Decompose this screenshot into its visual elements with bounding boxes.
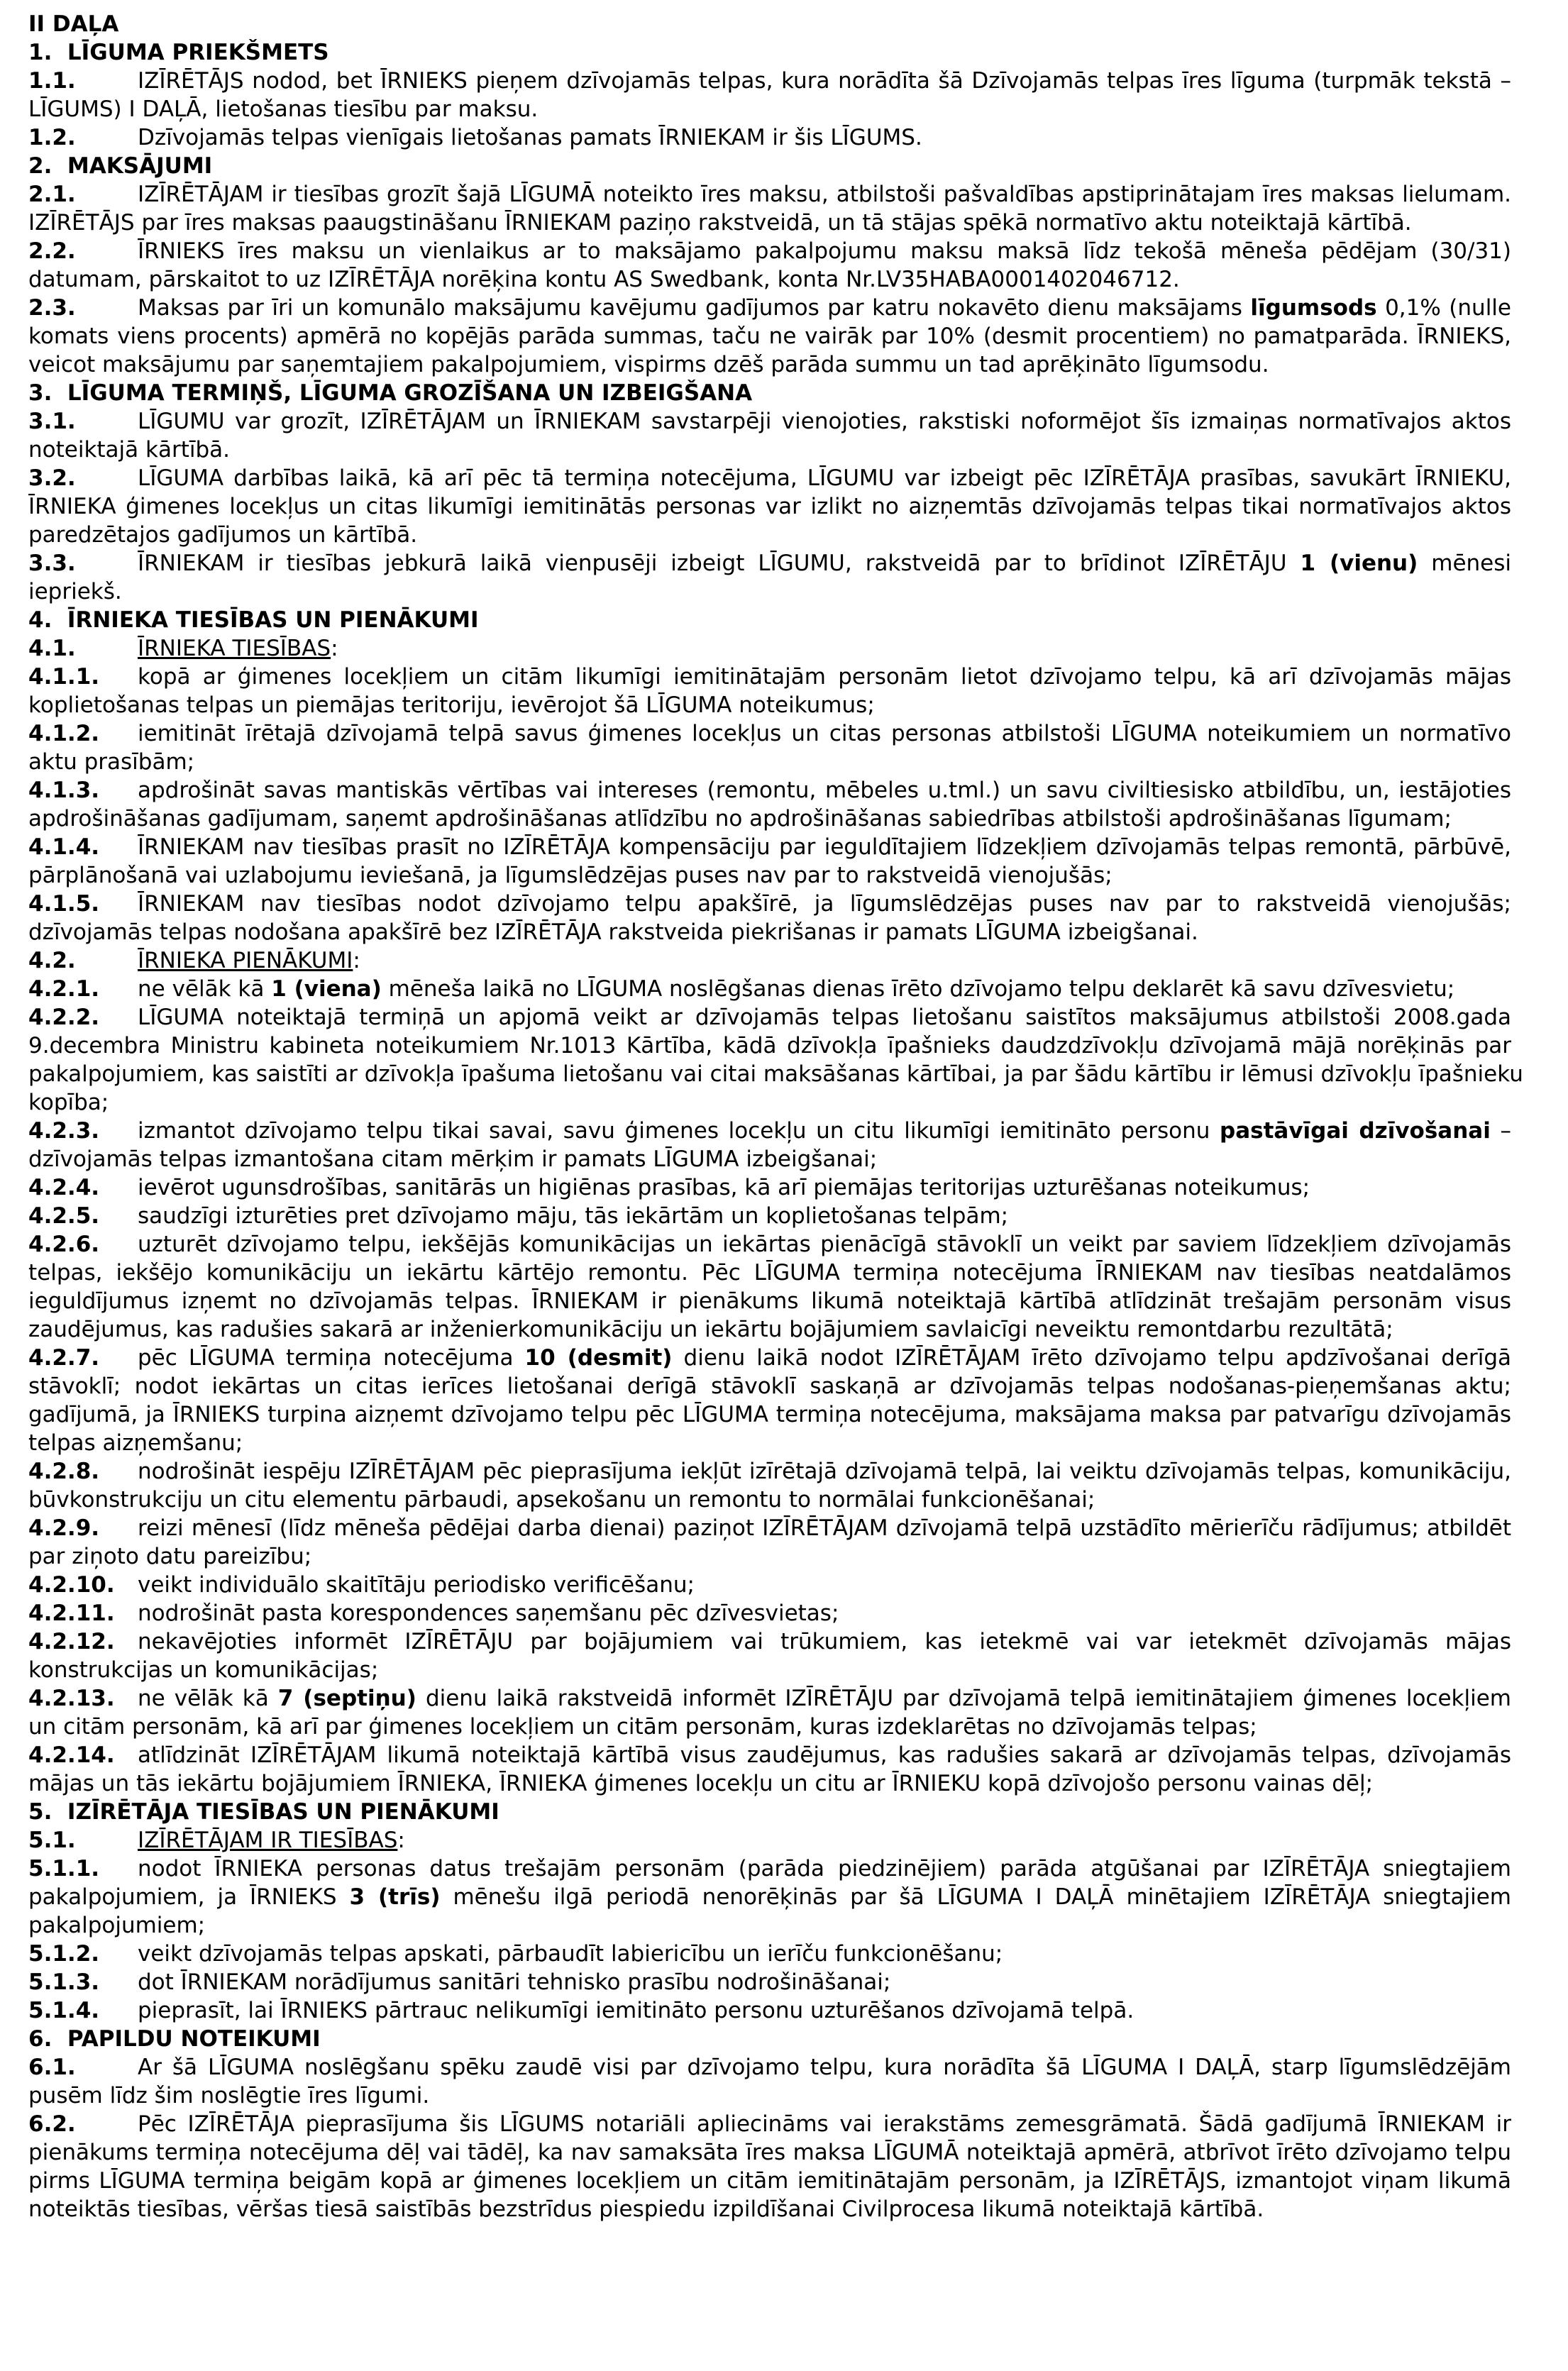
clause-text: telpas aizņemšanu; [28,1430,243,1456]
underlined-subheading: IZĪRĒTĀJAM IR TIESĪBAS [138,1828,398,1853]
clause-continuation-line [28,1769,1511,1798]
clause-line [28,776,1511,805]
clause-text: LĪGUMU var grozīt, IZĪRĒTĀJAM un ĪRNIEKAM savstarpēji vienojoties, rakstiski noformējot šīs izmaiņas normatīvajos aktos [138,409,1511,434]
clause-line [28,180,1511,209]
bold-term: 10 (desmit) [524,1345,673,1371]
clause-text: reizi mēnesī (līdz mēneša pēdējai darba dienai) paziņot IZĪRĒTĀJAM dzīvojamā telpā uzstādīto mērierīču rādījumus; atbildēt [138,1515,1511,1541]
clause-continuation-line [28,1060,1523,1088]
clause-text: dzīvojamās telpas izmantošana citam mērķim ir pamats LĪGUMA izbeigšanai; [28,1146,878,1172]
clause-line [28,1514,1511,1542]
clause-number: 4.2.8. [28,1459,100,1484]
clause-continuation-line [28,1372,1511,1400]
bold-term: 1 (viena) [271,976,382,1002]
clause-continuation-line [28,2167,1511,2195]
clause-line [28,294,1511,322]
clause-text: pusēm līdz šim noslēgtie īres līgumi. [28,2083,430,2109]
clause-line [28,1117,1511,1145]
bold-term: 7 (septiņu) [277,1686,416,1711]
clause-number: 5.1.1. [28,1856,100,1881]
clause-continuation-line [28,861,1511,890]
clause-line [28,1627,1511,1656]
clause-number: 4.2.3. [28,1118,100,1144]
clause-text: stāvoklī; nodot iekārtas un citas ierīces lietošanai derīgā stāvoklī saskaņā ar dzīvojamās telpas nodošanas-pieņemšanas aktu; [28,1374,1511,1399]
clause-text: veikt dzīvojamās telpas apskati, pārbaudīt labiericību un ierīču funkcionēšanu; [138,1941,1003,1967]
section-heading: II DAĻA [28,11,119,37]
clause-line [28,1968,1511,1996]
clause-line [28,407,1511,436]
clause-continuation-line [28,2138,1511,2167]
clause-number: 4.1.1. [28,664,100,690]
clause-text: 9.decembra Ministru kabineta noteikumiem Nr.1013 Kārtība, kādā dzīvokļa īpašnieks daudzdzīvokļu dzīvojamā mājā norēķinās par [28,1033,1511,1059]
clause-line [28,975,1511,1003]
clause-number: 4.2.9. [28,1515,100,1541]
clause-text: IZĪRĒTĀJS nodod, bet ĪRNIEKS pieņem dzīvojamās telpas, kura norādīta šā Dzīvojamās telpas īres līguma (turpmāk tekstā – [138,68,1511,94]
clause-text: būvkonstrukciju un citu elementu pārbaudi, apsekošanu un remontu to normālai funkcionēšanai; [28,1487,1095,1513]
clause-number: 4.1. [28,636,76,661]
clause-text: ne vēlāk kā [138,1686,278,1711]
clause-text: konstrukcijas un komunikācijas; [28,1657,379,1683]
clause-number: 4.1.5. [28,891,100,917]
clause-text: iepriekš. [28,579,122,604]
clause-text: gadījumā, ja ĪRNIEKS turpina aizņemt dzīvojamo telpu pēc LĪGUMA termiņa notecējuma, maksājama maksa par patvarīgu dzīvojamās [28,1402,1511,1427]
clause-text: noteiktajā kārtībā. [28,437,231,463]
clause-number: 5.1.2. [28,1941,100,1967]
clause-continuation-line [28,2195,1511,2223]
clause-line [28,2110,1511,2138]
clause-number: 3.1. [28,409,76,434]
bold-term: 3 (trīs) [349,1884,441,1910]
clause-text: veicot maksājumu par saņemtajiem pakalpojumiem, vispirms dzēš parāda summu un tad aprēķināto līgumsodu. [28,352,1269,377]
clause-number: 4.1.2. [28,721,100,746]
clause-line [28,1230,1511,1259]
clause-number: 2.3. [28,295,76,321]
clause-line [28,67,1511,95]
clause-text: telpas, iekšējo komunikāciju un iekārtu kārtējo remontu. Pēc LĪGUMA termiņa notecējuma ĪRNIEKAM nav tiesības neatdalāmos [28,1260,1511,1286]
section-heading: 5. IZĪRĒTĀJA TIESĪBAS UN PIENĀKUMI [28,1799,499,1825]
clause-text: ieguldījumus izņemt no dzīvojamās telpas. ĪRNIEKAM ir pienākums likumā noteiktajā kārtībā atlīdzināt trešajām personām visus [28,1288,1511,1314]
clause-text: dot ĪRNIEKAM norādījumus sanitāri tehnisko prasību nodrošināšanai; [138,1969,891,1995]
clause-continuation-line [28,577,1511,606]
clause-text: pienākums termiņa notecējuma dēļ vai tādēļ, ka nav samaksāta īres maksa LĪGUMĀ noteiktajā apmērā, atbrīvot īrēto dzīvojamo telpu [28,2140,1511,2165]
clause-number: 2.2. [28,238,76,264]
clause-text: apdrošināt savas mantiskās vērtības vai intereses (remontu, mēbeles u.tml.) un savu civiltiesisko atbildību, un, iestājoties [138,778,1511,803]
clause-text: LĪGUMS) I DAĻĀ, lietošanas tiesību par maksu. [28,96,539,122]
clause-text: ĪRNIEKAM nav tiesības nodot dzīvojamo telpu apakšīrē, ja līgumslēdzējas puses nav par to rakstveidā vienojušās; [138,891,1511,917]
clause-text: dzīvojamās telpas nodošana apakšīrē bez IZĪRĒTĀJA rakstveida piekrišanas ir pamats LĪGUMA izbeigšanai. [28,919,1198,945]
underlined-subheading: ĪRNIEKA TIESĪBAS [138,636,331,661]
clause-text: saudzīgi izturēties pret dzīvojamo māju, tās iekārtām un koplietošanas telpām; [138,1203,1009,1229]
clause-line [28,1599,1511,1627]
clause-text: nodrošināt pasta korespondences saņemšanu pēc dzīvesvietas; [138,1601,839,1626]
section-heading: 6. PAPILDU NOTEIKUMI [28,2026,321,2052]
clause-line [28,464,1511,492]
clause-text: Maksas par īri un komunālo maksājumu kavējumu gadījumos par katru nokavēto dienu maksājams [138,295,1251,321]
clause-continuation-line [28,1911,1511,1940]
clause-line [28,833,1511,861]
clause-continuation-line [28,1145,1511,1173]
clause-continuation-line [28,748,1511,776]
clause-continuation-line [28,1259,1511,1287]
clause-line [28,237,1511,265]
clause-continuation-line [28,691,1511,719]
bold-term: pastāvīgai dzīvošanai [1220,1118,1491,1144]
clause-continuation-line [28,805,1511,833]
clause-continuation-line [28,436,1511,464]
clause-continuation-line [28,1287,1511,1315]
clause-line [28,2053,1511,2082]
clause-text: mēnesi [1418,551,1511,576]
clause-line [28,1684,1511,1713]
clause-number: 3.3. [28,551,76,576]
clause-text: nodrošināt iespēju IZĪRĒTĀJAM pēc pieprasījuma iekļūt izīrētajā dzīvojamā telpā, lai veiktu dzīvojamās telpas, komunikāciju, [138,1459,1511,1484]
clause-text: mājas un tās iekārtu bojājumiem ĪRNIEKA, ĪRNIEKA ģimenes locekļu un citu ar ĪRNIEKU kopā dzīvojošo personu vainas dēļ; [28,1771,1374,1796]
bold-term: 1 (vienu) [1300,551,1418,576]
underlined-subheading: ĪRNIEKA PIENĀKUMI [138,948,353,973]
clause-continuation-line [28,1883,1511,1911]
clause-text: IZĪRĒTĀJAM ir tiesības grozīt šajā LĪGUMĀ noteikto īres maksu, atbilstoši pašvaldības apstiprinātajam īres maksas lielumam. [138,182,1511,207]
clause-text: atlīdzināt IZĪRĒTĀJAM likumā noteiktajā kārtībā visus zaudējumus, kas radušies sakarā ar dzīvojamās telpas, dzīvojamās [138,1742,1511,1768]
section-heading: 1. LĪGUMA PRIEKŠMETS [28,40,329,65]
clause-text: nekavējoties informēt IZĪRĒTĀJU par bojājumiem vai trūkumiem, kas ietekmē vai var ietekmēt dzīvojamās mājas [138,1629,1511,1654]
clause-continuation-line [28,95,1511,123]
section-heading: 4. ĪRNIEKA TIESĪBAS UN PIENĀKUMI [28,607,479,633]
clause-text: ne vēlāk kā [138,976,272,1002]
clause-text: zaudējumus, kas radušies sakarā ar inženierkomunikāciju un iekārtu bojājumiem savlaicīgi neveiktu remontdarbu rezultātā; [28,1317,1393,1342]
clause-text: dienu laikā rakstveidā informēt IZĪRĒTĀJU par dzīvojamā telpā iemitinātajiem ģimenes locekļiem [416,1686,1511,1711]
clause-text: ievērot ugunsdrošības, sanitārās un higiēnas prasības, kā arī piemājas teritorijas uzturēšanas noteikumus; [138,1175,1310,1200]
clause-text: Dzīvojamās telpas vienīgais lietošanas pamats ĪRNIEKAM ir šis LĪGUMS. [138,125,922,150]
bold-term: līgumsods [1250,295,1377,321]
clause-text: kopība; [28,1090,109,1115]
clause-text: uzturēt dzīvojamo telpu, iekšējās komunikācijas un iekārtas pienācīgā stāvoklī un veikt par saviem līdzekļiem dzīvojamās [138,1232,1511,1257]
clause-line [28,549,1511,577]
clause-number: 1.1. [28,68,76,94]
clause-text: pirms LĪGUMA termiņa beigām kopā ar ģimenes locekļiem un citām iemitinātajām personām, ja IZĪRĒTĀJS, izmantojot viņam likumā [28,2168,1511,2194]
clause-line [28,1940,1511,1968]
clause-number: 4.1.3. [28,778,100,803]
clause-number: 6.1. [28,2055,76,2080]
clause-number: 4.2. [28,948,76,973]
clause-line [28,1996,1511,2025]
clause-continuation-line [28,1486,1511,1514]
clause-line [28,1344,1511,1372]
clause-text: komats viens procents) apmērā no kopējās parāda summas, taču ne vairāk par 10% (desmit procentiem) no pamatparāda. ĪRNIEKS, [28,324,1511,349]
clause-text: pēc LĪGUMA termiņa notecējuma [138,1345,525,1371]
clause-text: pakalpojumiem, ja ĪRNIEKS [28,1884,350,1910]
clause-number: 4.2.7. [28,1345,100,1371]
clause-text: ĪRNIEKA ģimenes locekļus un citas likumīgi iemitinātās personas var izlikt no aizņemtās dzīvojamās telpas tikai normatīvajos aktos [28,494,1511,519]
clause-text: paredzētajos gadījumos un kārtībā. [28,522,418,548]
clause-text: dienu laikā nodot IZĪRĒTĀJAM īrēto dzīvojamo telpu apdzīvošanai derīgā [672,1345,1511,1371]
clause-continuation-line [28,1032,1511,1060]
clause-text: Pēc IZĪRĒTĀJA pieprasījuma šis LĪGUMS notariāli apliecināms vai ierakstāms zemesgrāmatā. Šādā gadījumā ĪRNIEKAM ir [138,2111,1511,2137]
clause-text: : [397,1828,405,1853]
clause-continuation-line [28,1656,1511,1684]
clause-text: mēneša laikā no LĪGUMA noslēgšanas dienas īrēto dzīvojamo telpu deklarēt kā savu dzīvesvietu; [381,976,1455,1002]
clause-text: 0,1% (nulle [1376,295,1511,321]
clause-number: 1.2. [28,125,76,150]
clause-line [28,1202,1511,1230]
clause-text: LĪGUMA noteiktajā termiņā un apjomā veikt ar dzīvojamās telpas lietošanu saistītos maksājumus atbilstoši 2008.gada [138,1005,1511,1030]
clause-text: – [1490,1118,1511,1144]
clause-number: 4.2.1. [28,976,100,1002]
clause-number: 4.2.11. [28,1601,115,1626]
clause-number: 4.2.12. [28,1629,115,1654]
clause-text: : [353,948,360,973]
clause-line [28,890,1511,918]
clause-continuation-line [28,1088,1511,1117]
clause-text: ĪRNIEKAM ir tiesības jebkurā laikā vienpusēji izbeigt LĪGUMU, rakstveidā par to brīdinot IZĪRĒTĀJU [138,551,1301,576]
clause-continuation-line [28,918,1511,946]
clause-number: 4.1.4. [28,834,100,860]
clause-line [28,1571,1511,1599]
clause-number: 4.2.13. [28,1686,115,1711]
clause-continuation-line [28,350,1511,379]
clause-continuation-line [28,322,1511,350]
clause-continuation-line [28,1713,1511,1741]
clause-text: ĪRNIEKAM nav tiesības prasīt no IZĪRĒTĀJA kompensāciju par ieguldītajiem līdzekļiem dzīvojamās telpas remontā, pārbūvē, [138,834,1511,860]
clause-number: 4.2.2. [28,1005,100,1030]
clause-continuation-line [28,2082,1511,2110]
clause-text: un citām personām, kā arī par ģimenes locekļiem un citām personām, kuras izdeklarētas no dzīvojamās telpas; [28,1714,1257,1740]
clause-text: LĪGUMA darbības laikā, kā arī pēc tā termiņa notecējuma, LĪGUMU var izbeigt pēc IZĪRĒTĀJA prasības, savukārt ĪRNIEKU, [138,465,1511,491]
clause-line [28,1855,1511,1883]
clause-continuation-line [28,1400,1511,1429]
clause-line [28,1173,1511,1202]
clause-line [28,1826,1511,1855]
clause-text: izmantot dzīvojamo telpu tikai savai, savu ģimenes locekļu un citu likumīgi iemitināto personu [138,1118,1220,1144]
clause-text: IZĪRĒTĀJS par īres maksas paaugstināšanu ĪRNIEKAM paziņo rakstveidā, un tā stājas spēkā normatīvo aktu noteiktajā kārtībā. [28,210,1412,236]
clause-text: Ar šā LĪGUMA noslēgšanu spēku zaudē visi par dzīvojamo telpu, kura norādīta šā LĪGUMA I DAĻĀ, starp līgumslēdzējām [138,2055,1511,2080]
clause-number: 4.2.5. [28,1203,100,1229]
clause-line [28,946,1511,975]
clause-number: 4.2.6. [28,1232,100,1257]
clause-continuation-line [28,265,1511,294]
clause-line [28,634,1511,663]
clause-text: koplietošanas telpas un piemājas teritoriju, ievērojot šā LĪGUMA noteikumus; [28,692,875,718]
clause-number: 6.2. [28,2111,76,2137]
clause-number: 5.1.4. [28,1998,100,2023]
contract-document [28,10,1523,2223]
section-heading: 2. MAKSĀJUMI [28,153,213,179]
clause-number: 4.2.4. [28,1175,100,1200]
clause-text: nodot ĪRNIEKA personas datus trešajām personām (parāda piedzinējiem) parāda atgūšanai par IZĪRĒTĀJA sniegtajiem [138,1856,1511,1881]
clause-text: pārplānošanā vai uzlabojumu ieviešanā, ja līgumslēdzējas puses nav par to rakstveidā vienojušās; [28,863,1112,888]
clause-text: pakalpojumiem, kas saistīti ar dzīvokļa īpašuma lietošanu vai citai maksāšanas kārtībai, ja par šādu kārtību ir lēmusi dzīvokļu īpašnieku [28,1061,1523,1087]
clause-number: 4.2.14. [28,1742,115,1768]
clause-number: 4.2.10. [28,1572,115,1598]
clause-text: : [331,636,338,661]
clause-text: ĪRNIEKS īres maksu un vienlaikus ar to maksājamo pakalpojumu maksu maksā līdz tekošā mēneša pēdējam (30/31) [138,238,1511,264]
clause-number: 5.1.3. [28,1969,100,1995]
clause-text: pakalpojumiem; [28,1913,206,1938]
clause-text: apdrošināšanas gadījumam, saņemt apdrošināšanas atlīdzību no apdrošināšanas sabiedrības atbilstoši apdrošināšanas līgumam; [28,806,1452,831]
clause-number: 5.1. [28,1828,76,1853]
clause-continuation-line [28,1315,1511,1344]
clause-line [28,719,1511,748]
clause-line [28,1457,1511,1486]
clause-number: 2.1. [28,182,76,207]
clause-line [28,663,1511,691]
clause-line [28,1741,1511,1769]
clause-continuation-line [28,209,1511,237]
clause-text: datumam, pārskaitot to uz IZĪRĒTĀJA norēķina kontu AS Swedbank, konta Nr.LV35HABA0001402046712. [28,267,1180,292]
clause-text: veikt individuālo skaitītāju periodisko verificēšanu; [138,1572,695,1598]
clause-continuation-line [28,521,1511,549]
clause-line [28,123,1511,152]
clause-text: pieprasīt, lai ĪRNIEKS pārtrauc nelikumīgi iemitināto personu uzturēšanos dzīvojamā telpā. [138,1998,1134,2023]
clause-continuation-line [28,1429,1511,1457]
section-heading: 3. LĪGUMA TERMIŅŠ, LĪGUMA GROZĪŠANA UN IZBEIGŠANA [28,380,753,406]
clause-text: aktu prasībām; [28,749,195,775]
clause-text: par ziņoto datu pareizību; [28,1544,312,1569]
clause-continuation-line [28,492,1511,521]
clause-text: mēnešu ilgā periodā nenorēķinās par šā LĪGUMA I DAĻĀ minētajiem IZĪRĒTĀJA sniegtajiem [440,1884,1512,1910]
clause-line [28,1003,1511,1032]
clause-text: kopā ar ģimenes locekļiem un citām likumīgi iemitinātajām personām lietot dzīvojamo telpu, kā arī dzīvojamās mājas [138,664,1511,690]
clause-text: iemitināt īrētajā dzīvojamā telpā savus ģimenes locekļus un citas personas atbilstoši LĪGUMA noteikumiem un normatīvo [138,721,1511,746]
clause-number: 3.2. [28,465,76,491]
clause-text: noteiktās tiesības, vēršas tiesā saistībās bezstrīdus piespiedu izpildīšanai Civilprocesa likumā noteiktajā kārtībā. [28,2196,1264,2222]
clause-continuation-line [28,1542,1511,1571]
